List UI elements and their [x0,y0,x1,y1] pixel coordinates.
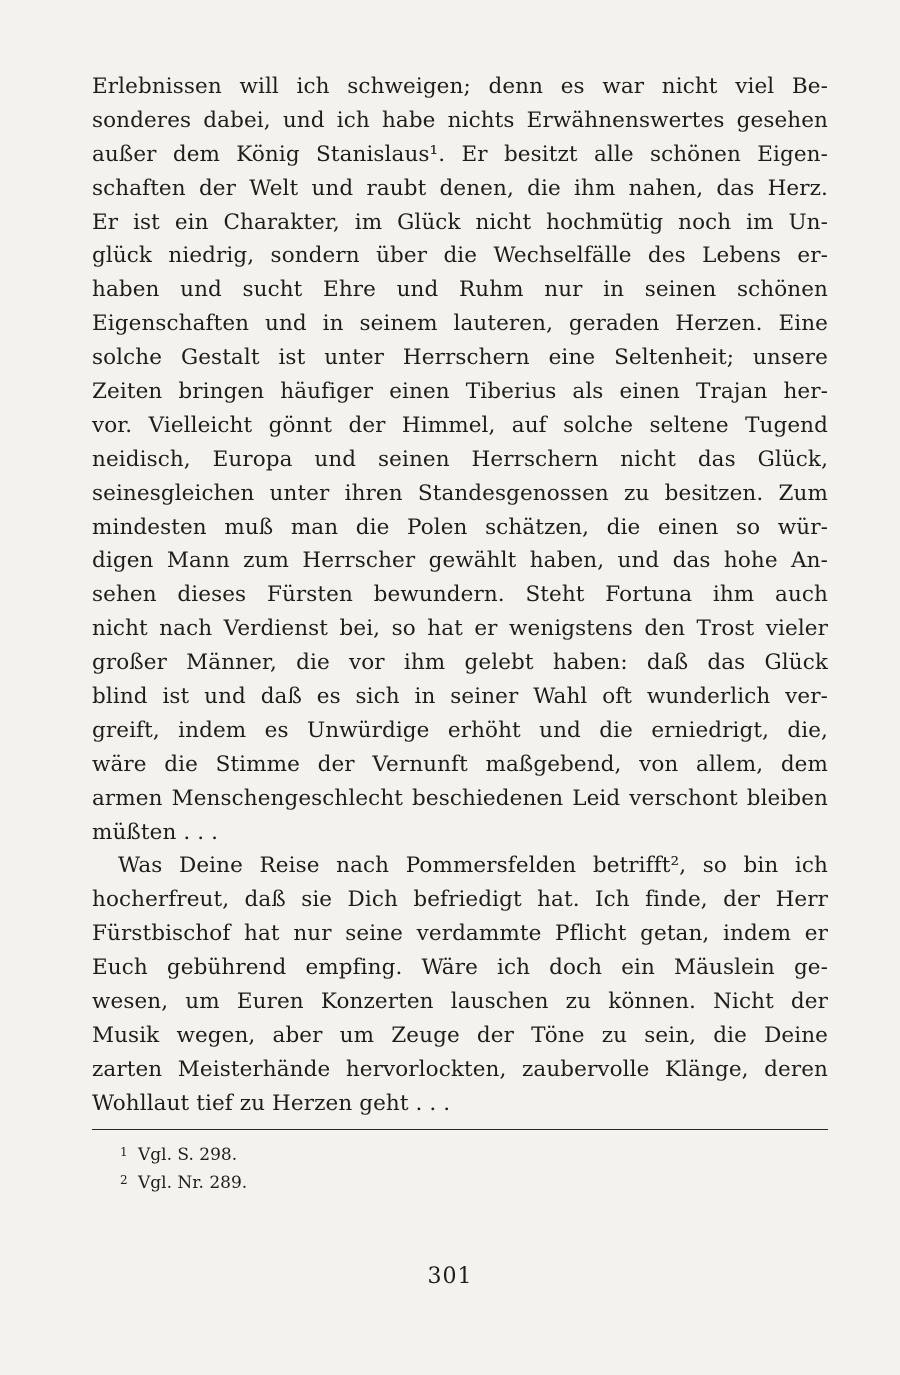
text-line: Euch gebührend empfing. Wäre ich doch ein Mäuslein ge- [92,955,828,981]
text-line: Er ist ein Charakter, im Glück nicht hochmütig noch im Un- [92,209,828,235]
text-line: Zeiten bringen häufiger einen Tiberius als einen Trajan her- [92,379,828,405]
text-line: Wohllaut tief zu Herzen geht . . . [92,1090,451,1116]
text-line: solche Gestalt ist unter Herrschern eine Seltenheit; unsere [92,345,828,371]
text-line: mindesten muß man die Polen schätzen, die einen so wür- [92,514,828,540]
text-line: digen Mann zum Herrscher gewählt haben, und das hohe An- [92,548,828,574]
footnote-2 [120,1168,720,1196]
paragraph-1 [92,70,828,849]
text-line: großer Männer, die vor ihm gelebt haben: daß das Glück [92,650,828,676]
text-line: schaften der Welt und raubt denen, die ihm nahen, das Herz. [92,175,828,201]
footnotes [120,1140,720,1196]
text-line: armen Menschengeschlecht beschiedenen Leid verschont bleiben [92,785,828,811]
text-line: sonderes dabei, und ich habe nichts Erwähnenswertes gesehen [92,107,828,133]
footnote-marker: 2 [120,1173,128,1187]
text-line: sehen dieses Fürsten bewundern. Steht Fortuna ihm auch [92,582,828,608]
text-line: greift, indem es Unwürdige erhöht und die erniedrigt, die, [92,717,828,743]
text-line: müßten . . . [92,819,219,845]
text-line: Musik wegen, aber um Zeuge der Töne zu sein, die Deine [92,1022,828,1048]
paragraph-2 [92,849,828,1120]
text-line: glück niedrig, sondern über die Wechselfälle des Lebens er- [92,243,828,269]
text-line: Eigenschaften und in seinem lauteren, geraden Herzen. Eine [92,311,828,337]
footnote-text: Vgl. S. 298. [138,1145,238,1165]
text-line: zarten Meisterhände hervorlockten, zaubervolle Klänge, deren [92,1056,828,1082]
text-line: Erlebnissen will ich schweigen; denn es war nicht viel Be- [92,74,828,99]
text-line: blind ist und daß es sich in seiner Wahl oft wunderlich ver- [92,684,828,710]
footnote-text: Vgl. Nr. 289. [138,1173,248,1193]
text-line: wesen, um Euren Konzerten lauschen zu können. Nicht der [92,989,828,1015]
text-line: Was Deine Reise nach Pommersfelden betrifft², so bin ich [118,853,828,879]
text-line: Fürstbischof hat nur seine verdammte Pflicht getan, indem er [92,921,828,947]
text-line: neidisch, Europa und seinen Herrschern nicht das Glück, [92,446,828,472]
footnote-divider [92,1129,828,1130]
page-number: 301 [427,1264,473,1289]
text-line: nicht nach Verdienst bei, so hat er wenigstens den Trost vieler [92,616,828,642]
footnote-1 [120,1140,720,1168]
text-line: seinesgleichen unter ihren Standesgenossen zu besitzen. Zum [92,480,828,506]
text-line: vor. Vielleicht gönnt der Himmel, auf solche seltene Tugend [92,412,828,438]
main-text [92,70,828,1121]
text-line: haben und sucht Ehre und Ruhm nur in seinen schönen [92,277,828,303]
text-line: wäre die Stimme der Vernunft maßgebend, von allem, dem [92,751,828,777]
text-line: außer dem König Stanislaus¹. Er besitzt alle schönen Eigen- [92,141,828,167]
footnote-marker: 1 [120,1145,128,1159]
text-line: hocherfreut, daß sie Dich befriedigt hat. Ich finde, der Herr [92,887,828,913]
